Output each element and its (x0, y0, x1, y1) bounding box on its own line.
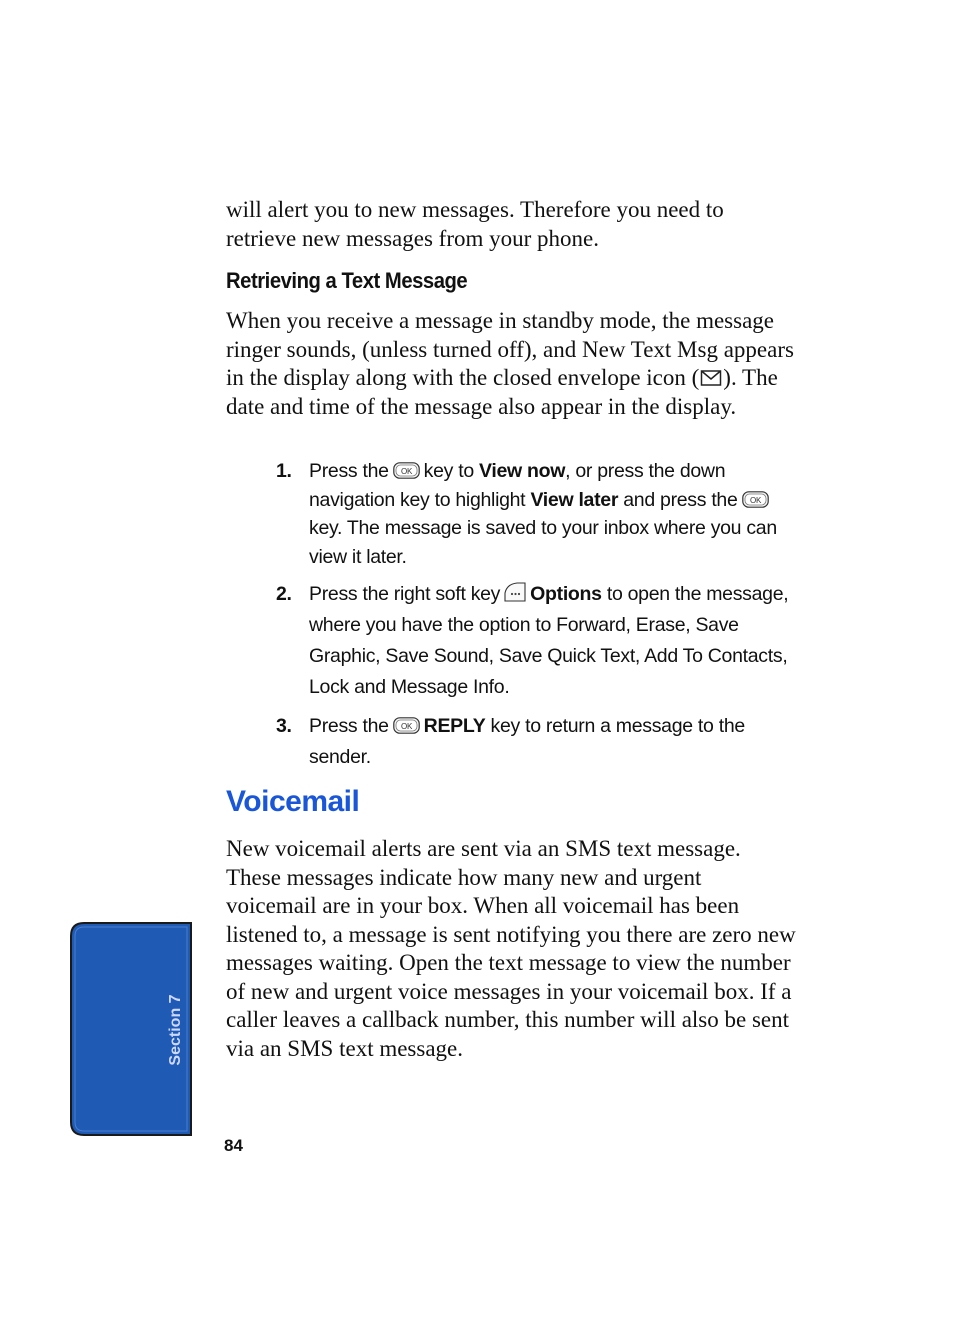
page-number: 84 (224, 1136, 243, 1155)
svg-text:OK: OK (400, 467, 412, 476)
retrieving-text-part1: When you receive a message in standby mode, the message ringer sounds, (unless turned off), and New Text Msg appears in the display along with the closed envelope icon ( (226, 308, 794, 390)
svg-text:OK: OK (400, 722, 412, 731)
section-label: Section 7 (167, 994, 184, 1066)
intro-paragraph: will alert you to new messages. Therefore you need to retrieve new messages from your phone. (226, 197, 724, 251)
ok-key-icon (393, 717, 420, 734)
step-text (309, 579, 796, 703)
step-number: 3. (276, 715, 292, 737)
retrieving-text-part2: ). The date and time of the message also appear in the display. (226, 365, 778, 419)
step-text-run: Press the (309, 715, 389, 737)
step-number: 2. (276, 583, 292, 605)
step-text-run: Press the (309, 460, 389, 482)
step-text-run: , or press the down navigation key to highlight (309, 460, 726, 511)
ok-key-icon (742, 491, 769, 508)
step-text (309, 457, 796, 571)
step-bold-term: Options (530, 583, 602, 605)
ok-key-icon (393, 462, 420, 479)
voicemail-paragraph: New voicemail alerts are sent via an SMS text message. These messages indicate how many new and urgent voicemail are in your box. When all voicemail has been listened to, a message is sent notifying you there are zero new messages waiting. Open the text message to view the number of new and urgent voice messages in your voicemail box. If a caller leaves a callback number, this number will also be sent via an SMS text message. (226, 836, 796, 1061)
step-2 (276, 579, 796, 703)
section-heading-voicemail: Voicemail (226, 785, 360, 818)
step-bold-term: View later (530, 488, 619, 511)
step-text-run: to open the message, where you have the option to Forward, Erase, Save Graphic, Save Sound, Save Quick Text, Add To Contacts, Lock and Message Info. (309, 583, 789, 698)
envelope-icon (700, 369, 722, 387)
step-3 (276, 711, 796, 773)
step-text-run: key to (423, 460, 474, 482)
retrieving-paragraph (226, 307, 796, 421)
step-text (309, 711, 796, 773)
section-heading-retrieving: Retrieving a Text Message (226, 268, 468, 293)
step-text-run: key. The message is saved to your inbox where you can view it later. (309, 517, 777, 568)
step-bold-term: REPLY (423, 715, 486, 737)
step-text-run: and press the (623, 488, 738, 511)
svg-text:OK: OK (749, 495, 761, 505)
right-soft-key-icon (503, 581, 527, 603)
step-1 (276, 457, 796, 571)
step-bold-term: View now (479, 460, 566, 482)
step-number: 1. (276, 460, 292, 482)
step-text-run: key to return a message to the sender. (309, 715, 745, 768)
step-text-run: Press the right soft key (309, 583, 501, 605)
